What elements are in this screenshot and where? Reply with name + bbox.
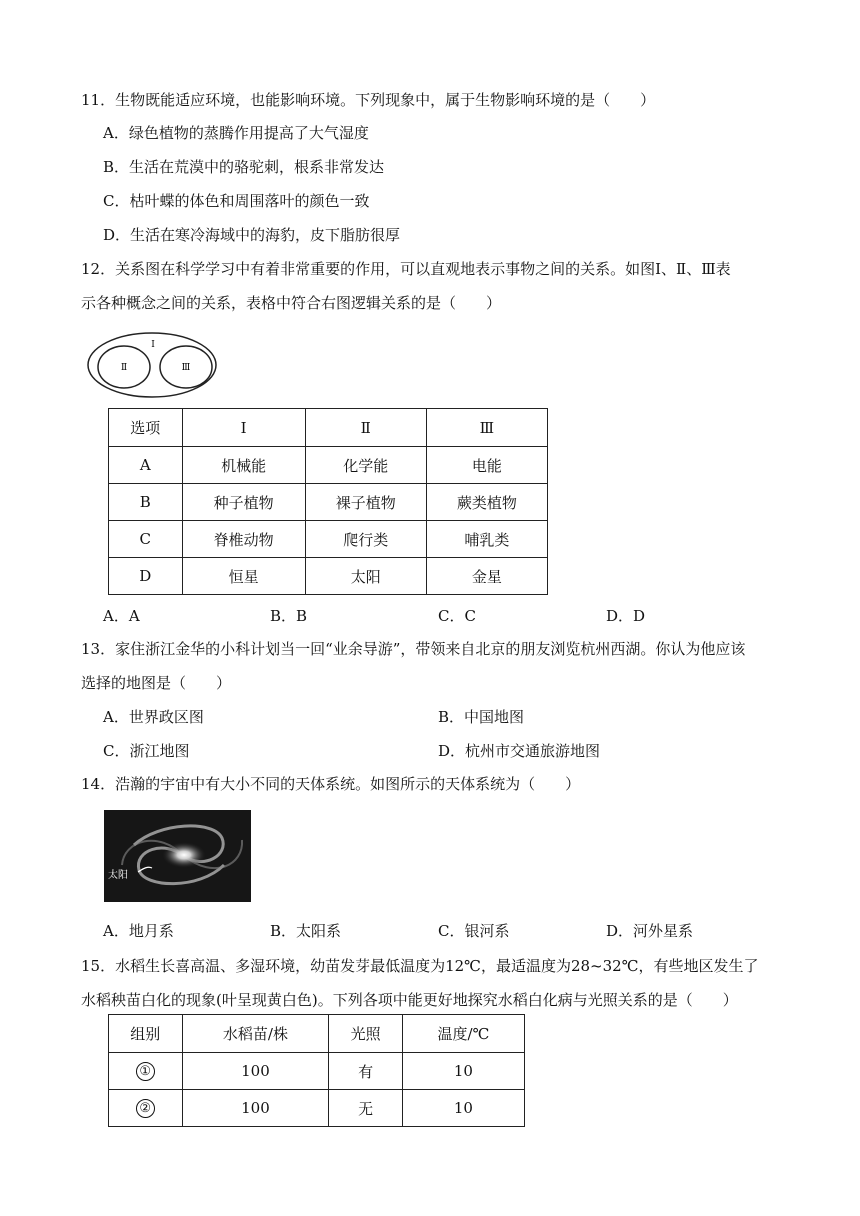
table-cell: 恒星 [182,558,305,595]
q12-table [108,408,548,595]
table-row [109,558,548,595]
header-cell: Ⅲ [426,409,547,447]
venn-label-1: I [151,340,155,350]
table-cell: D [109,558,183,595]
q11-option-c: C．枯叶蝶的体色和周围落叶的颜色一致 [103,192,370,210]
q12-option-a: A．A [103,607,140,625]
table-cell: 金星 [426,558,547,595]
q11-stem: 11．生物既能适应环境，也能影响环境。下列现象中，属于生物影响环境的是（ ） [81,91,656,109]
header-cell: 光照 [329,1015,402,1053]
table-cell: 化学能 [305,447,426,484]
q12-option-d: D．D [606,607,646,625]
q13-option-b: B．中国地图 [438,708,525,726]
table-cell: 脊椎动物 [182,521,305,558]
table-cell: 哺乳类 [426,521,547,558]
q11-option-a: A．绿色植物的蒸腾作用提高了大气湿度 [103,124,369,142]
q12-stem-line1: 12．关系图在科学学习中有着非常重要的作用，可以直观地表示事物之间的关系。如图Ⅰ、Ⅱ、Ⅲ表 [81,260,731,278]
q14-stem: 14．浩瀚的宇宙中有大小不同的天体系统。如图所示的天体系统为（ ） [81,775,581,793]
header-cell: Ⅱ [305,409,426,447]
table-cell: 裸子植物 [305,484,426,521]
header-cell: 温度/℃ [402,1015,524,1053]
table-cell: 100 [182,1053,329,1090]
table-cell: 10 [402,1053,524,1090]
table-row [109,1090,525,1127]
table-cell: 蕨类植物 [426,484,547,521]
venn-diagram [86,330,220,400]
table-cell: 有 [329,1053,402,1090]
q15-table [108,1014,525,1127]
galaxy-image [104,810,251,902]
q13-stem-line2: 选择的地图是（ ） [81,674,232,692]
galaxy-core [162,842,206,868]
table-row [109,1053,525,1090]
venn-label-2: Ⅱ [120,363,128,373]
header-cell: 选项 [109,409,183,447]
q12-stem-line2: 示各种概念之间的关系，表格中符合右图逻辑关系的是（ ） [81,294,502,312]
q11-option-d: D．生活在寒冷海域中的海豹，皮下脂肪很厚 [103,226,401,244]
table-header-row [109,1015,525,1053]
table-cell: 太阳 [305,558,426,595]
table-row [109,521,548,558]
q11-option-b: B．生活在荒漠中的骆驼刺，根系非常发达 [103,158,385,176]
table-row [109,484,548,521]
table-cell [109,1090,183,1127]
table-cell: 爬行类 [305,521,426,558]
q14-option-d: D．河外星系 [606,922,694,940]
group-number: ② [136,1099,155,1118]
header-cell: 组别 [109,1015,183,1053]
table-cell: A [109,447,183,484]
q13-option-a: A．世界政区图 [103,708,204,726]
q12-option-c: C．C [438,607,476,625]
table-cell: 10 [402,1090,524,1127]
table-header-row [109,409,548,447]
table-cell: 无 [329,1090,402,1127]
header-cell: 水稻苗/株 [182,1015,329,1053]
q15-stem-line2: 水稻秧苗白化的现象(叶呈现黄白色)。下列各项中能更好地探究水稻白化病与光照关系的是（ ） [81,991,738,1009]
q15-stem-line1: 15．水稻生长喜高温、多湿环境，幼苗发芽最低温度为12℃，最适温度为28~32℃，有些地区发生了 [81,957,759,975]
table-cell: 种子植物 [182,484,305,521]
q14-option-b: B．太阳系 [270,922,342,940]
table-cell: C [109,521,183,558]
table-cell: 100 [182,1090,329,1127]
table-cell: 电能 [426,447,547,484]
q14-option-a: A．地月系 [103,922,174,940]
sun-label: 太阳 [108,870,128,881]
venn-label-3: Ⅲ [181,363,191,373]
q12-option-b: B．B [270,607,308,625]
group-number: ① [136,1062,155,1081]
header-cell: I [182,409,305,447]
q14-option-c: C．银河系 [438,922,510,940]
table-cell: B [109,484,183,521]
table-cell: 机械能 [182,447,305,484]
q13-stem-line1: 13．家住浙江金华的小科计划当一回“业余导游”，带领来自北京的朋友浏览杭州西湖。你认为他应该 [81,640,746,658]
table-row [109,447,548,484]
q13-option-c: C．浙江地图 [103,742,190,760]
q13-option-d: D．杭州市交通旅游地图 [438,742,601,760]
table-cell [109,1053,183,1090]
